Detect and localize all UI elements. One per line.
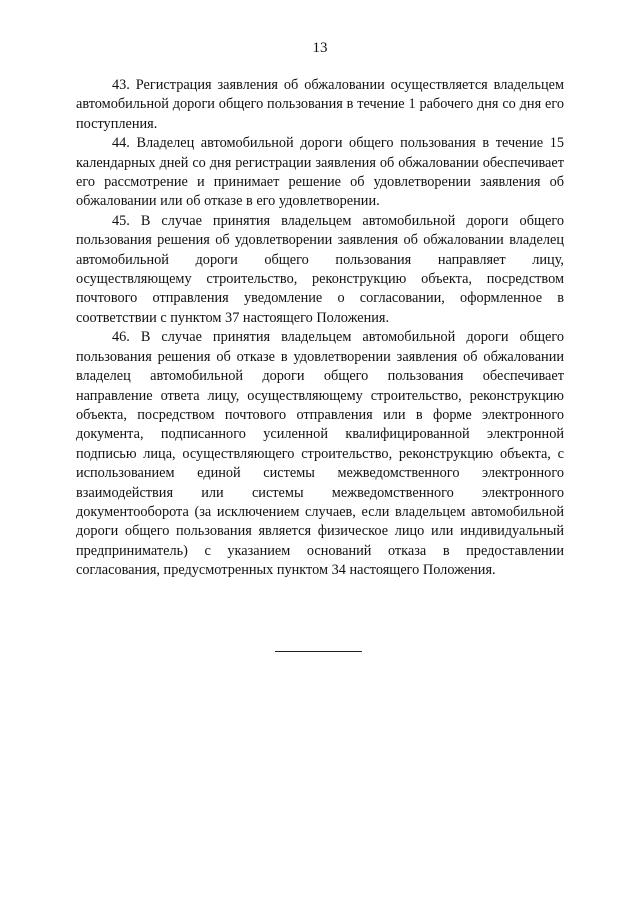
paragraph-46 (76, 328, 564, 580)
paragraph-text: Владелец автомобильной дороги общего пользования в течение 15 календарных дней со дня регистрации заявления об обжаловании обеспечивает его рассмотрение и принимает решение об удовлетворении заявления об обжаловании или об отказе в его удовлетворении. (76, 135, 565, 210)
paragraph-number: 45. (112, 212, 130, 229)
paragraph-number: 44. (112, 135, 130, 152)
page-number: 13 (312, 40, 328, 56)
paragraph-text: В случае принятия владельцем автомобильной дороги общего пользования решения об удовлетворении заявления об обжаловании владелец автомобильной дороги общего пользования направляет лицу, осуществляющему строительство, реконструкцию объекта, посредством почтового отправления уведомление о согласовании, оформленное в соответствии с пунктом 37 настоящего Положения. (76, 212, 564, 326)
paragraph-number: 46. (112, 329, 130, 346)
paragraph-text: Регистрация заявления об обжаловании осуществляется владельцем автомобильной дороги общего пользования в течение 1 рабочего дня со дня его поступления. (76, 77, 565, 132)
paragraph-text: В случае принятия владельцем автомобильной дороги общего пользования решения об отказе в удовлетворении заявления об обжаловании владелец автомобильной дороги общего пользования обеспечивает направление ответа лицу, осуществляющему строительство, реконструкцию объекта, посредством почтового отправления или в форме электронного документа, подписанного усиленной квалифицированной электронной подписью лица, осуществляющего строительство, реконструкцию объекта, с использованием единой системы межведомственного электронного взаимодействия или системы межведомственного электронного документооборота (за исключением случаев, если владельцем автомобильной дороги общего пользования является физическое лицо или индивидуальный предприниматель) с указанием оснований отказа в предоставлении согласования, предусмотренных пунктом 34 настоящего Положения. (76, 329, 564, 579)
paragraph-44 (76, 134, 564, 212)
end-divider (275, 651, 362, 652)
paragraph-number: 43. (112, 77, 130, 93)
document-body (76, 76, 564, 581)
paragraph-43 (76, 76, 564, 134)
paragraph-45 (76, 212, 564, 328)
